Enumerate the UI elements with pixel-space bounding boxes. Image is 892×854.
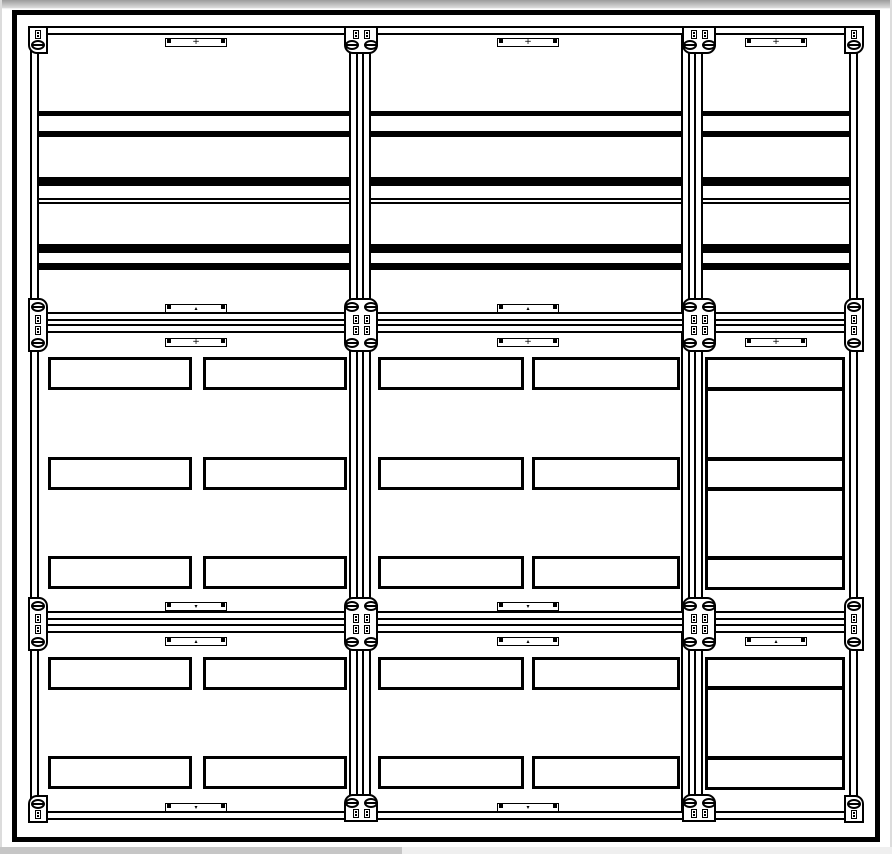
rail-connector-6: [344, 298, 378, 352]
clip-icon: [851, 614, 857, 623]
clip-icon: [702, 315, 708, 324]
busbar-c3-5: [702, 244, 850, 253]
screw-row: [345, 798, 378, 808]
wiring-frame-1-rung-4: [707, 556, 843, 560]
device-box-4: [532, 357, 680, 390]
busbar-c1-3: [38, 177, 350, 186]
screw-row: [847, 637, 861, 647]
label-strip: [745, 38, 807, 47]
device-box-15: [378, 657, 524, 690]
clip-icon: [364, 326, 370, 335]
label-strip: [497, 304, 559, 313]
clip-row: [353, 809, 370, 818]
device-box-7: [378, 457, 524, 490]
clip-icon: [691, 326, 697, 335]
busbar-c3-4: [702, 198, 850, 204]
rail-connector-4: [844, 26, 864, 54]
screw-icon: [683, 302, 697, 312]
screw-icon: [345, 40, 359, 50]
field-r3c1: [30, 624, 358, 820]
screw-icon: [364, 302, 378, 312]
clip-icon: [35, 810, 41, 819]
up-glyph: ▴: [194, 637, 198, 645]
field-r1c2: [362, 26, 690, 321]
device-box-16: [532, 657, 680, 690]
screw-row: [31, 338, 45, 348]
clip-icon: [353, 614, 359, 623]
wiring-frame-1-rung-2: [707, 457, 843, 461]
screw-icon: [847, 338, 861, 348]
screw-icon: [345, 302, 359, 312]
plus-glyph: +: [192, 36, 200, 47]
screw-row: [847, 601, 861, 611]
clip-icon: [702, 809, 708, 818]
screw-row: [345, 338, 378, 348]
bottom-scrollbar-thumb[interactable]: [0, 847, 402, 854]
clip-row: [691, 326, 708, 335]
screw-icon: [345, 798, 359, 808]
device-box-2: [203, 357, 347, 390]
label-strip: [497, 602, 559, 611]
label-strip: [745, 338, 807, 347]
clip-row: [691, 315, 708, 324]
screw-icon: [364, 637, 378, 647]
screw-row: [683, 601, 716, 611]
screw-row: [683, 338, 716, 348]
busbar-c3-1: [702, 111, 850, 116]
screw-icon: [847, 302, 861, 312]
field-r1c3: [694, 26, 858, 321]
device-box-3: [378, 357, 524, 390]
clip-row: [35, 614, 41, 623]
rail-connector-8: [844, 298, 864, 352]
wiring-frame-2-rung-2: [707, 756, 843, 760]
clip-icon: [851, 326, 857, 335]
down-glyph: ▾: [526, 803, 530, 811]
screw-icon: [364, 798, 378, 808]
rail-connector-16: [844, 795, 864, 823]
clip-icon: [353, 315, 359, 324]
clip-icon: [364, 809, 370, 818]
clip-icon: [364, 30, 370, 39]
clip-row: [691, 614, 708, 623]
clip-icon: [691, 625, 697, 634]
screw-icon: [345, 601, 359, 611]
screw-row: [847, 302, 861, 312]
device-box-9: [48, 556, 192, 589]
device-box-5: [48, 457, 192, 490]
clip-row: [353, 315, 370, 324]
screw-icon: [31, 637, 45, 647]
clip-icon: [353, 625, 359, 634]
device-box-18: [203, 756, 347, 789]
busbar-c3-2: [702, 131, 850, 137]
screw-icon: [847, 799, 861, 809]
bottom-scrollbar-track[interactable]: [402, 847, 892, 854]
busbar-c2-2: [370, 131, 682, 137]
rail-connector-1: [28, 26, 48, 54]
clip-row: [35, 326, 41, 335]
screw-row: [31, 601, 45, 611]
screw-row: [31, 637, 45, 647]
screw-row: [31, 799, 45, 809]
busbar-c3-6: [702, 263, 850, 270]
down-glyph: ▾: [194, 602, 198, 610]
device-box-11: [378, 556, 524, 589]
device-box-20: [532, 756, 680, 789]
label-strip: [497, 38, 559, 47]
screw-icon: [31, 338, 45, 348]
rail-connector-12: [844, 597, 864, 651]
rail-connector-5: [28, 298, 48, 352]
clip-icon: [691, 809, 697, 818]
screw-icon: [847, 601, 861, 611]
clip-icon: [364, 614, 370, 623]
label-strip: [165, 38, 227, 47]
clip-icon: [851, 810, 857, 819]
clip-icon: [35, 614, 41, 623]
label-strip: [745, 637, 807, 646]
busbar-c1-5: [38, 244, 350, 253]
screw-icon: [702, 302, 716, 312]
device-box-13: [48, 657, 192, 690]
screw-row: [345, 637, 378, 647]
rail-connector-10: [344, 597, 378, 651]
clip-row: [851, 326, 857, 335]
screw-row: [847, 338, 861, 348]
up-glyph: ▴: [194, 304, 198, 312]
label-strip: [165, 304, 227, 313]
label-strip: [497, 637, 559, 646]
screw-icon: [683, 798, 697, 808]
clip-row: [851, 30, 857, 39]
device-box-19: [378, 756, 524, 789]
up-glyph: ▴: [526, 304, 530, 312]
clip-icon: [702, 625, 708, 634]
screw-row: [31, 302, 45, 312]
device-box-1: [48, 357, 192, 390]
rail-connector-13: [28, 795, 48, 823]
clip-icon: [364, 315, 370, 324]
clip-icon: [691, 315, 697, 324]
clip-row: [691, 625, 708, 634]
clip-icon: [35, 30, 41, 39]
rail-connector-14: [344, 794, 378, 822]
clip-icon: [691, 30, 697, 39]
clip-icon: [851, 625, 857, 634]
device-box-8: [532, 457, 680, 490]
label-strip: [165, 338, 227, 347]
clip-icon: [702, 30, 708, 39]
rail-connector-11: [682, 597, 716, 651]
plus-glyph: +: [772, 36, 780, 47]
label-strip: [165, 602, 227, 611]
clip-row: [851, 614, 857, 623]
clip-icon: [35, 326, 41, 335]
screw-icon: [702, 338, 716, 348]
window-top-edge: [0, 0, 892, 9]
clip-row: [353, 30, 370, 39]
screw-icon: [683, 637, 697, 647]
clip-icon: [35, 625, 41, 634]
wiring-frame-2: [705, 657, 845, 790]
busbar-c2-1: [370, 111, 682, 116]
screw-icon: [847, 637, 861, 647]
busbar-c1-6: [38, 263, 350, 270]
rail-connector-7: [682, 298, 716, 352]
screw-row: [345, 302, 378, 312]
screw-row: [683, 798, 716, 808]
label-strip: [165, 637, 227, 646]
busbar-c2-6: [370, 263, 682, 270]
plus-glyph: +: [192, 336, 200, 347]
screw-icon: [31, 601, 45, 611]
screw-row: [847, 799, 861, 809]
clip-icon: [35, 315, 41, 324]
clip-row: [353, 326, 370, 335]
busbar-c1-2: [38, 131, 350, 137]
wiring-frame-1-rung-1: [707, 387, 843, 391]
clip-row: [851, 625, 857, 634]
screw-icon: [683, 338, 697, 348]
up-glyph: ▴: [774, 637, 778, 645]
clip-icon: [702, 326, 708, 335]
screw-row: [345, 40, 378, 50]
down-glyph: ▾: [526, 602, 530, 610]
screw-icon: [683, 40, 697, 50]
clip-row: [691, 30, 708, 39]
screw-icon: [702, 601, 716, 611]
clip-icon: [364, 625, 370, 634]
screw-icon: [702, 637, 716, 647]
screw-icon: [364, 338, 378, 348]
clip-icon: [851, 30, 857, 39]
rail-connector-9: [28, 597, 48, 651]
screw-icon: [364, 601, 378, 611]
clip-row: [353, 614, 370, 623]
clip-icon: [851, 315, 857, 324]
screw-icon: [364, 40, 378, 50]
rail-connector-2: [344, 26, 378, 54]
clip-row: [35, 315, 41, 324]
screw-icon: [345, 637, 359, 647]
clip-row: [851, 810, 857, 819]
device-box-12: [532, 556, 680, 589]
plus-glyph: +: [772, 336, 780, 347]
label-strip: [165, 803, 227, 812]
device-box-10: [203, 556, 347, 589]
plus-glyph: +: [524, 336, 532, 347]
rail-connector-3: [682, 26, 716, 54]
screw-row: [345, 601, 378, 611]
field-r1c1: [30, 26, 358, 321]
clip-icon: [353, 326, 359, 335]
device-box-6: [203, 457, 347, 490]
busbar-c2-5: [370, 244, 682, 253]
screw-row: [683, 40, 716, 50]
clip-icon: [691, 614, 697, 623]
clip-icon: [353, 809, 359, 818]
busbar-c1-4: [38, 198, 350, 204]
clip-row: [35, 30, 41, 39]
device-box-14: [203, 657, 347, 690]
rail-connector-15: [682, 794, 716, 822]
screw-icon: [683, 601, 697, 611]
clip-row: [851, 315, 857, 324]
clip-row: [353, 625, 370, 634]
screw-icon: [345, 338, 359, 348]
busbar-c3-3: [702, 177, 850, 186]
busbar-c1-1: [38, 111, 350, 116]
screw-icon: [702, 798, 716, 808]
screw-row: [31, 40, 45, 50]
screw-icon: [31, 799, 45, 809]
up-glyph: ▴: [526, 637, 530, 645]
clip-icon: [702, 614, 708, 623]
screw-icon: [31, 40, 45, 50]
busbar-c2-3: [370, 177, 682, 186]
down-glyph: ▾: [194, 803, 198, 811]
label-strip: [497, 338, 559, 347]
clip-row: [35, 625, 41, 634]
clip-icon: [353, 30, 359, 39]
wiring-frame-1-rung-3: [707, 487, 843, 491]
wiring-frame-2-rung-1: [707, 686, 843, 690]
busbar-c2-4: [370, 198, 682, 204]
device-box-17: [48, 756, 192, 789]
clip-row: [35, 810, 41, 819]
label-strip: [497, 803, 559, 812]
screw-row: [683, 302, 716, 312]
screw-icon: [702, 40, 716, 50]
window-left-edge: [0, 0, 2, 854]
plus-glyph: +: [524, 36, 532, 47]
screw-icon: [847, 40, 861, 50]
screw-icon: [31, 302, 45, 312]
screw-row: [847, 40, 861, 50]
screw-row: [683, 637, 716, 647]
field-r3c2: [362, 624, 690, 820]
clip-row: [691, 809, 708, 818]
